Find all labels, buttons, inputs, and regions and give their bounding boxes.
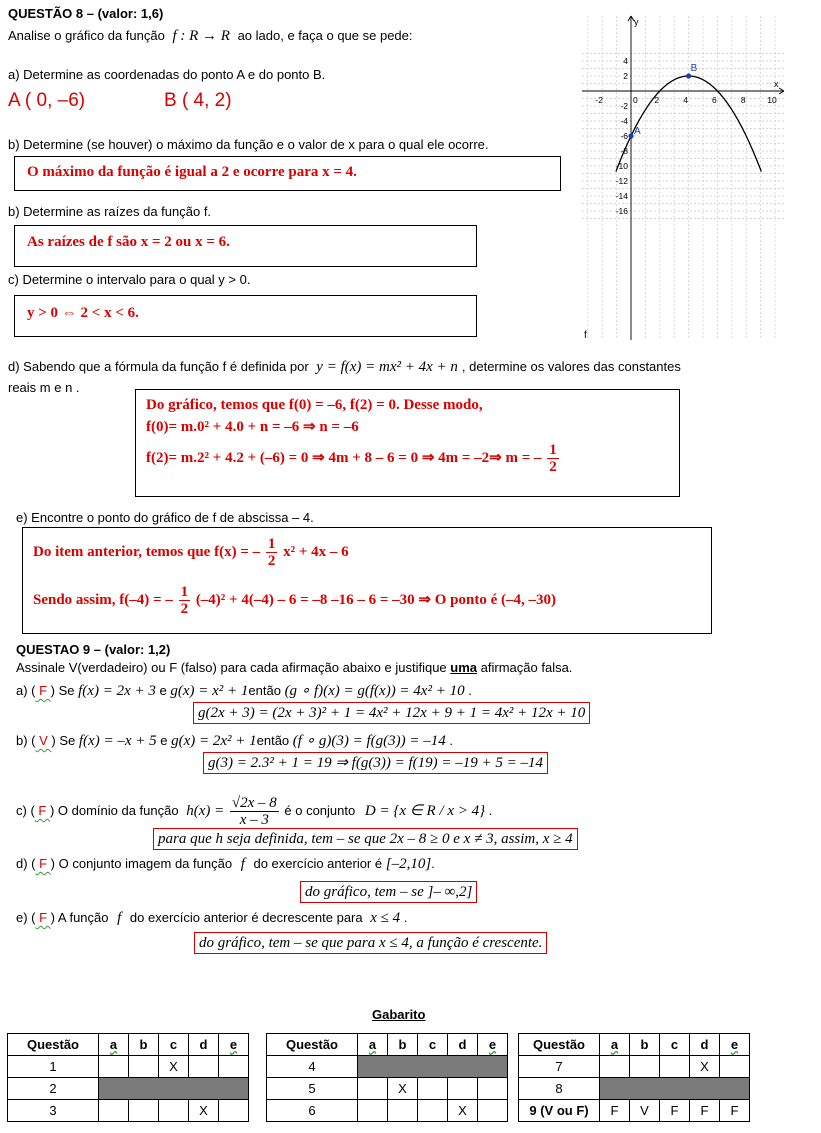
function-graph — [578, 14, 788, 344]
q9d-justification: do gráfico, tem – se ]– ∞,2] — [300, 881, 477, 903]
gabarito-header-cell: d — [448, 1034, 478, 1056]
gabarito-row — [519, 1100, 750, 1122]
gabarito-answer-cell — [99, 1056, 129, 1078]
gabarito-answer-cell: X — [690, 1056, 720, 1078]
y-tick-label: -16 — [615, 206, 628, 216]
gabarito-row — [8, 1100, 249, 1122]
q8a-answer-a: A ( 0, –6) — [8, 90, 86, 111]
gabarito-header-cell: Questão — [267, 1034, 358, 1056]
y-tick-label: 2 — [623, 71, 628, 81]
point-b-label: B — [690, 63, 698, 74]
q9c-justification: para que h seja definida, tem – se que 2x – 8 ≥ 0 e x ≠ 3, assim, x ≥ 4 — [153, 828, 578, 850]
y-tick-label: -12 — [615, 176, 628, 186]
gabarito-question-cell: 8 — [519, 1078, 600, 1100]
gabarito-header-cell: a — [358, 1034, 388, 1056]
x-tick-label: 2 — [654, 95, 660, 105]
y-tick-label: -8 — [620, 146, 628, 156]
q8e-answer-line3-text: f(2)= m.2² + 4.2 + (–6) = 0 ⇒ 4m + 8 – 6 = 0 ⇒ 4m = –2⇒ m = – — [146, 449, 542, 466]
gabarito-header-cell: a — [600, 1034, 630, 1056]
y-tick-label: 4 — [623, 56, 628, 66]
q8e-formula: y = f(x) = mx² + 4x + n — [316, 359, 458, 375]
q8f-answer-line1 — [33, 536, 349, 569]
q9e-text-post: do exercício anterior é decrescente para — [129, 910, 363, 925]
q8c-answer-box — [14, 225, 477, 267]
x-tick-label: 8 — [740, 95, 746, 105]
q8a-answer-b: B ( 4, 2) — [164, 90, 232, 111]
gabarito-answer-cell: X — [448, 1100, 478, 1122]
q8d-question: c) Determine o intervalo para o qual y > 0. — [8, 272, 251, 287]
q8-intro — [8, 28, 413, 45]
q9e-statement: e) ( F ) A função f do exercício anterior é decrescente para x ≤ 4 . — [16, 910, 408, 926]
q9-instructions — [16, 660, 572, 675]
gabarito-answer-cell — [478, 1100, 508, 1122]
curve-label: f — [584, 330, 587, 341]
q9c-prefix: c) ( — [16, 802, 35, 818]
fraction-denominator: 2 — [267, 553, 276, 569]
q9b-entao: então — [256, 733, 290, 748]
gabarito-header-cell: c — [418, 1034, 448, 1056]
q9b-f2: g(x) = 2x² + 1 — [171, 733, 257, 749]
gabarito-disabled-cell — [600, 1078, 750, 1100]
q8c-answer: As raízes de f são x = 2 ou x = 6. — [27, 234, 230, 250]
x-tick-label: -2 — [595, 95, 603, 105]
q9d-statement: d) ( F ) O conjunto imagem da função f do exercício anterior é [–2,10]. — [16, 856, 435, 872]
q8e-question-post: , determine os valores das constantes — [461, 359, 681, 374]
q9-title: QUESTAO 9 – (valor: 1,2) — [16, 642, 171, 657]
q8b-answer: O máximo da função é igual a 2 e ocorre para x = 4. — [27, 164, 357, 180]
gabarito-table-3 — [518, 1033, 750, 1122]
q9b-prefix: b) ( — [16, 733, 36, 748]
y-tick-label: -10 — [615, 161, 628, 171]
gabarito-question-cell: 5 — [267, 1078, 358, 1100]
gabarito-answer-cell — [630, 1056, 660, 1078]
q9c-fraction — [230, 795, 279, 828]
q9c-h: h(x) = — [186, 802, 225, 819]
fraction — [179, 584, 191, 617]
q9e-justification: do gráfico, tem – se que para x ≤ 4, a função é crescente. — [194, 932, 547, 954]
point-b — [686, 73, 691, 78]
q9a-f2: g(x) = x² + 1 — [170, 683, 249, 699]
gabarito-header-cell: Questão — [8, 1034, 99, 1056]
q8-intro-pre: Analise o gráfico da função — [8, 28, 165, 43]
q9a-f3: (g ∘ f)(x) = g(f(x)) = 4x² + 10 — [284, 683, 465, 699]
q9a-mark[interactable]: F — [35, 683, 51, 698]
q9c-mid: é o conjunto — [284, 802, 356, 818]
x-tick-label: 0 — [633, 95, 638, 105]
q9b-e: e — [160, 733, 168, 748]
gabarito-header-cell: b — [129, 1034, 159, 1056]
gabarito-row — [267, 1056, 508, 1078]
gabarito-question-cell: 1 — [8, 1056, 99, 1078]
q8b-answer-box — [14, 156, 561, 191]
gabarito-header-cell: c — [159, 1034, 189, 1056]
gabarito-header-cell: e — [219, 1034, 249, 1056]
q8f-answer-line2 — [33, 584, 556, 617]
gabarito-header-cell: a — [99, 1034, 129, 1056]
q9e-prefix: e) ( — [16, 910, 36, 925]
q8f-answer-line1-post: x² + 4x – 6 — [283, 543, 349, 560]
x-tick-label: 10 — [767, 95, 777, 105]
gabarito-disabled-cell — [99, 1078, 249, 1100]
q9b-text: ) Se — [51, 733, 76, 748]
q8c-question: b) Determine as raízes da função f. — [8, 204, 212, 219]
q9-instr-bold: uma — [450, 660, 478, 675]
q9d-f: f — [240, 856, 245, 872]
q9b-statement: b) ( V ) Se f(x) = –x + 5 e g(x) = 2x² + 1então (f ∘ g)(3) = f(g(3)) = –14 . — [16, 733, 453, 749]
fraction — [266, 536, 278, 569]
gabarito-answer-cell — [358, 1100, 388, 1122]
graph-axes — [582, 16, 784, 340]
q9-instr-post: afirmação falsa. — [480, 660, 573, 675]
fraction — [547, 442, 559, 475]
q9a-prefix: a) ( — [16, 683, 36, 698]
gabarito-title: Gabarito — [372, 1007, 426, 1022]
q8e-answer-line1: Do gráfico, temos que f(0) = –6, f(2) = 0. Desse modo, — [146, 397, 483, 413]
gabarito-header-cell: b — [630, 1034, 660, 1056]
q9b-justification: g(3) = 2.3² + 1 = 19 ⇒ f(g(3)) = f(19) = –19 + 5 = –14 — [203, 752, 548, 774]
fraction-denominator: 2 — [549, 459, 557, 475]
gabarito-answer-cell — [600, 1056, 630, 1078]
gabarito-answer-cell — [660, 1056, 690, 1078]
gabarito-header-cell: e — [478, 1034, 508, 1056]
point-a — [628, 133, 633, 138]
q8f-answer-line1-pre: Do item anterior, temos que f(x) = – — [33, 543, 261, 560]
q9d-prefix: d) ( — [16, 856, 36, 871]
gabarito-answer-cell — [219, 1100, 249, 1122]
q9a-f1: f(x) = 2x + 3 — [78, 683, 156, 699]
gabarito-answer-cell — [720, 1056, 750, 1078]
gabarito-question-cell: 9 (V ou F) — [519, 1100, 600, 1122]
fraction-denominator: 2 — [180, 601, 189, 617]
gabarito-question-cell: 3 — [8, 1100, 99, 1122]
gabarito-row — [8, 1078, 249, 1100]
q8-intro-func: f : R → R — [172, 28, 230, 44]
fraction-numerator: 1 — [267, 536, 276, 552]
fraction-numerator: 1 — [180, 584, 189, 600]
gabarito-row — [8, 1056, 249, 1078]
gabarito-table-2 — [266, 1033, 508, 1122]
q9c-set: D = {x ∈ R / x > 4} — [364, 802, 486, 819]
gabarito-answer-cell: F — [690, 1100, 720, 1122]
point-a-label: A — [634, 126, 641, 137]
q9a-text: ) Se — [50, 683, 75, 698]
gabarito-header-cell: e — [720, 1034, 750, 1056]
q8e-question-pre: d) Sabendo que a fórmula da função f é definida por — [8, 359, 309, 374]
gabarito-question-cell: 2 — [8, 1078, 99, 1100]
q9e-text: ) A função — [50, 910, 109, 925]
fraction-denominator: x – 3 — [239, 812, 269, 828]
q9e-f: f — [117, 910, 122, 926]
gabarito-answer-cell — [99, 1100, 129, 1122]
q9a-entao: então — [248, 683, 281, 698]
gabarito-answer-cell: F — [660, 1100, 690, 1122]
gabarito-answer-cell — [478, 1078, 508, 1100]
q9d-mark[interactable]: F — [35, 856, 51, 871]
q9c-statement: c) ( F ) O domínio da função h(x) = $\frac{√2x - 8}{x - 3}$ é o conjunto D = {x ∈ R / x > 4} . — [16, 795, 493, 828]
gabarito-answer-cell — [189, 1056, 219, 1078]
q9b-f3: (f ∘ g)(3) = f(g(3)) = –14 — [292, 733, 446, 749]
gabarito-answer-cell: X — [189, 1100, 219, 1122]
q8b-question: b) Determine (se houver) o máximo da função e o valor de x para o qual ele ocorre. — [8, 137, 489, 152]
q8e-answer-box — [135, 389, 680, 497]
y-tick-label: -14 — [615, 191, 628, 201]
y-tick-label: -2 — [620, 101, 628, 111]
q9b-f1: f(x) = –x + 5 — [78, 733, 157, 749]
gabarito-answer-cell — [388, 1100, 418, 1122]
q9d-text: ) O conjunto imagem da função — [50, 856, 233, 871]
q8-title: QUESTÃO 8 – (valor: 1,6) — [8, 6, 164, 21]
gabarito-header-cell: Questão — [519, 1034, 600, 1056]
gabarito-answer-cell — [159, 1100, 189, 1122]
gabarito-header-cell: d — [690, 1034, 720, 1056]
q9d-text-post: do exercício anterior é — [253, 856, 383, 871]
q8d-answer-box — [14, 295, 477, 337]
q8e-question-line2: reais m e n . — [8, 380, 80, 395]
q8a-question: a) Determine as coordenadas do ponto A e do ponto B. — [8, 67, 326, 82]
gabarito-answer-cell — [418, 1078, 448, 1100]
q9a-statement: a) ( F ) Se f(x) = 2x + 3 e g(x) = x² + 1então (g ∘ f)(x) = g(f(x)) = 4x² + 10 . — [16, 683, 472, 699]
gabarito-question-cell: 6 — [267, 1100, 358, 1122]
gabarito-answer-cell — [129, 1056, 159, 1078]
gabarito-answer-cell — [219, 1056, 249, 1078]
gabarito-answer-cell — [418, 1100, 448, 1122]
q9b-mark[interactable]: V — [35, 733, 52, 748]
q8f-question: e) Encontre o ponto do gráfico de f de abscissa – 4. — [16, 510, 314, 525]
gabarito-disabled-cell — [358, 1056, 508, 1078]
y-tick-label: -4 — [620, 116, 628, 126]
gabarito-answer-cell: X — [388, 1078, 418, 1100]
gabarito-answer-cell: F — [600, 1100, 630, 1122]
gabarito-answer-cell — [129, 1100, 159, 1122]
gabarito-row — [267, 1100, 508, 1122]
q9c-text: ) O domínio da função — [49, 802, 179, 818]
q8e-question — [8, 359, 681, 376]
gabarito-answer-cell: V — [630, 1100, 660, 1122]
gabarito-answer-cell: F — [720, 1100, 750, 1122]
gabarito-answer-cell — [358, 1078, 388, 1100]
q9e-mark[interactable]: F — [35, 910, 51, 925]
q8e-answer-line3 — [146, 442, 561, 475]
gabarito-row — [267, 1078, 508, 1100]
q9d-interval: [–2,10] — [385, 856, 432, 872]
q9-instr-pre: Assinale V(verdadeiro) ou F (falso) para cada afirmação abaixo e justifique — [16, 660, 447, 675]
q8f-answer-line2-post: (–4)² + 4(–4) – 6 = –8 –16 – 6 = –30 ⇒ O ponto é (–4, –30) — [195, 591, 556, 608]
gabarito-header-cell: c — [660, 1034, 690, 1056]
gabarito-row — [519, 1056, 750, 1078]
graph-grid — [582, 16, 788, 339]
y-tick-label: -6 — [620, 131, 628, 141]
gabarito-answer-cell — [448, 1078, 478, 1100]
fraction-numerator: 1 — [549, 442, 557, 458]
q9e-cond: x ≤ 4 — [370, 910, 401, 926]
gabarito-header-cell: d — [189, 1034, 219, 1056]
x-tick-label: 6 — [712, 95, 717, 105]
gabarito-header-cell: b — [388, 1034, 418, 1056]
gabarito-table-1 — [7, 1033, 249, 1122]
x-axis-label: x — [774, 79, 779, 89]
q8-intro-post: ao lado, e faça o que se pede: — [237, 28, 413, 43]
gabarito-question-cell: 7 — [519, 1056, 600, 1078]
y-axis-label: y — [634, 17, 639, 27]
q9a-justification: g(2x + 3) = (2x + 3)² + 1 = 4x² + 12x + 9 + 1 = 4x² + 12x + 10 — [193, 702, 590, 724]
q8f-answer-line2-pre: Sendo assim, f(–4) = – — [33, 591, 173, 608]
q9a-e: e — [159, 683, 167, 698]
q8e-answer-line2: f(0)= m.0² + 4.0 + n = –6 ⇒ n = –6 — [146, 419, 359, 435]
gabarito-question-cell: 4 — [267, 1056, 358, 1078]
q8f-answer-box — [22, 527, 712, 634]
fraction-numerator: √2x – 8 — [231, 795, 277, 811]
q8d-answer: y > 0 ⇔ 2 < x < 6. — [27, 305, 139, 321]
q9c-mark[interactable]: F — [34, 802, 50, 818]
gabarito-answer-cell: X — [159, 1056, 189, 1078]
x-tick-label: 4 — [683, 95, 688, 105]
gabarito-row — [519, 1078, 750, 1100]
